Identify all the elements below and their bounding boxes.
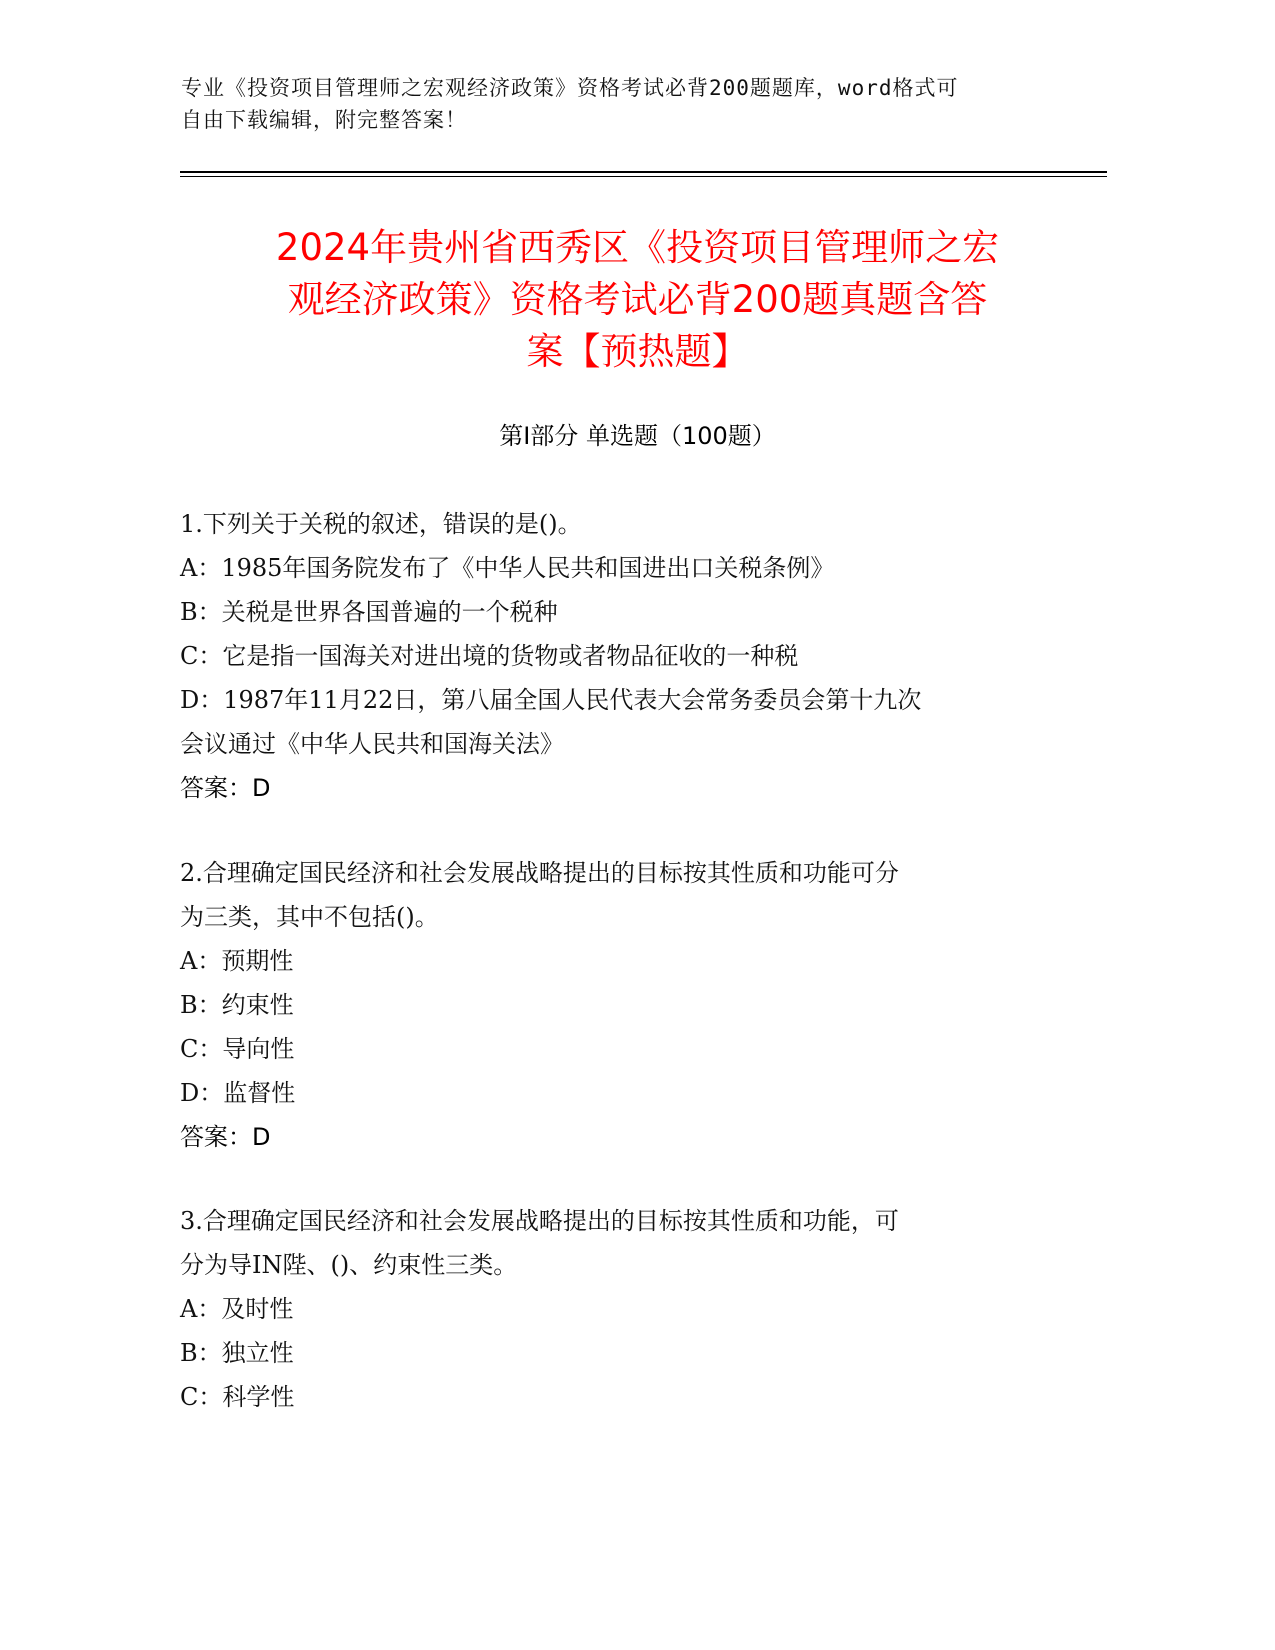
option-c: C：导向性: [180, 1035, 295, 1063]
option-c: C：它是指一国海关对进出境的货物或者物品征收的一种税: [180, 642, 799, 670]
title-line: 2024年贵州省西秀区《投资项目管理师之宏: [275, 226, 1000, 269]
question-stem: 2.合理确定国民经济和社会发展战略提出的目标按其性质和功能可分: [180, 859, 899, 887]
question-stem: 1.下列关于关税的叙述，错误的是()。: [180, 510, 582, 538]
section-heading: 第Ⅰ部分 单选题（100题）: [499, 422, 776, 450]
header-note-line: 自由下载编辑，附完整答案！: [181, 108, 467, 132]
answer: 答案：D: [180, 1123, 271, 1151]
title-line: 观经济政策》资格考试必背200题真题含答: [287, 278, 988, 321]
header-divider-thin: [180, 176, 1107, 177]
option-d-continued: 会议通过《中华人民共和国海关法》: [180, 730, 564, 758]
title-line: 案【预热题】: [526, 330, 749, 373]
option-c: C：科学性: [180, 1383, 295, 1411]
header-note: [181, 72, 1081, 136]
question-3: [180, 1199, 1080, 1419]
answer: 答案：D: [180, 774, 271, 802]
question-stem-continued: 分为导IN陛、()、约束性三类。: [180, 1251, 518, 1279]
question-1: [180, 502, 1080, 810]
question-stem-continued: 为三类，其中不包括()。: [180, 903, 439, 931]
question-stem: 3.合理确定国民经济和社会发展战略提出的目标按其性质和功能，可: [180, 1207, 899, 1235]
option-d: D：1987年11月22日，第八届全国人民代表大会常务委员会第十九次: [180, 686, 922, 714]
option-a: A：1985年国务院发布了《中华人民共和国进出口关税条例》: [180, 554, 835, 582]
option-b: B：约束性: [180, 991, 294, 1019]
option-b: B：关税是世界各国普遍的一个税种: [180, 598, 558, 626]
option-a: A：及时性: [180, 1295, 294, 1323]
question-2: [180, 851, 1080, 1159]
option-d: D：监督性: [180, 1079, 296, 1107]
document-title: [150, 222, 1125, 378]
option-b: B：独立性: [180, 1339, 294, 1367]
header-divider-thick: [180, 171, 1107, 173]
header-note-line: 专业《投资项目管理师之宏观经济政策》资格考试必背200题题库，word格式可: [181, 76, 959, 100]
option-a: A：预期性: [180, 947, 294, 975]
